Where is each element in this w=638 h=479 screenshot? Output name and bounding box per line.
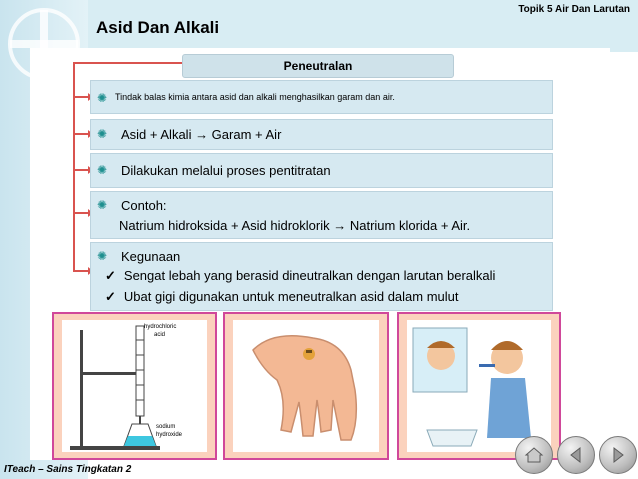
back-arrow-icon <box>566 445 586 465</box>
home-button[interactable] <box>515 436 553 474</box>
toothbrush-illustration <box>407 320 551 452</box>
point-process-box <box>90 153 553 188</box>
acid-label-line1: hydrochloric <box>144 324 177 330</box>
flower-bullet-icon: ✺ <box>97 127 108 141</box>
connector-top <box>73 62 183 70</box>
connector-arrow-2 <box>74 133 90 135</box>
section-heading: Peneutralan <box>182 54 454 78</box>
hand-bee-sting-icon <box>233 320 379 452</box>
flower-bullet-icon: ✺ <box>97 249 108 263</box>
home-icon <box>524 445 544 465</box>
point-equation-text: Asid + Alkali → Garam + Air <box>121 127 282 142</box>
example-label: Contoh: <box>121 198 167 213</box>
acid-label-line2: acid <box>154 332 166 338</box>
forward-arrow-icon <box>608 445 628 465</box>
connector-arrow-5 <box>74 270 90 272</box>
point-uses-box <box>90 242 553 311</box>
connector-arrow-4 <box>74 212 90 214</box>
footer-label: ITeach – Sains Tingkatan 2 <box>4 464 132 475</box>
flower-bullet-icon: ✺ <box>97 91 108 105</box>
point-process-text: Dilakukan melalui proses pentitratan <box>121 163 331 178</box>
flower-bullet-icon: ✺ <box>97 198 108 212</box>
use-item-bee-sting <box>105 268 495 284</box>
forward-button[interactable] <box>599 436 637 474</box>
checkmark-icon: ✓ <box>105 289 116 304</box>
flower-bullet-icon: ✺ <box>97 163 108 177</box>
back-button[interactable] <box>557 436 595 474</box>
bee-sting-illustration <box>233 320 379 452</box>
use-item-text: Sengat lebah yang berasid dineutralkan dengan larutan beralkali <box>123 268 496 283</box>
example-text: Natrium hidroksida + Asid hidroklorik → Natrium klorida + Air. <box>119 218 471 233</box>
base-label-line2: hydroxide <box>156 432 183 438</box>
titration-image-frame <box>52 312 217 460</box>
use-item-toothpaste <box>105 289 459 305</box>
topic-label: Topik 5 Air Dan Larutan <box>518 4 630 15</box>
base-label-line1: sodium <box>156 424 176 430</box>
use-item-text: Ubat gigi digunakan untuk meneutralkan asid dalam mulut <box>123 289 459 304</box>
titration-illustration <box>62 320 207 452</box>
connector-arrow-1 <box>74 96 90 98</box>
connector-arrow-3 <box>74 169 90 171</box>
point-example-box <box>90 191 553 239</box>
point-definition-text: Tindak balas kimia antara asid dan alkali menghasilkan garam dan air. <box>115 92 395 102</box>
checkmark-icon: ✓ <box>105 268 116 283</box>
connector-vertical <box>73 62 75 272</box>
point-definition-box <box>90 80 553 114</box>
boy-brushing-teeth-icon <box>407 320 551 452</box>
titration-apparatus-icon <box>62 320 207 452</box>
page-title: Asid Dan Alkali <box>96 18 220 37</box>
point-equation-box <box>90 119 553 150</box>
uses-label: Kegunaan <box>121 249 181 264</box>
bee-sting-image-frame <box>223 312 389 460</box>
